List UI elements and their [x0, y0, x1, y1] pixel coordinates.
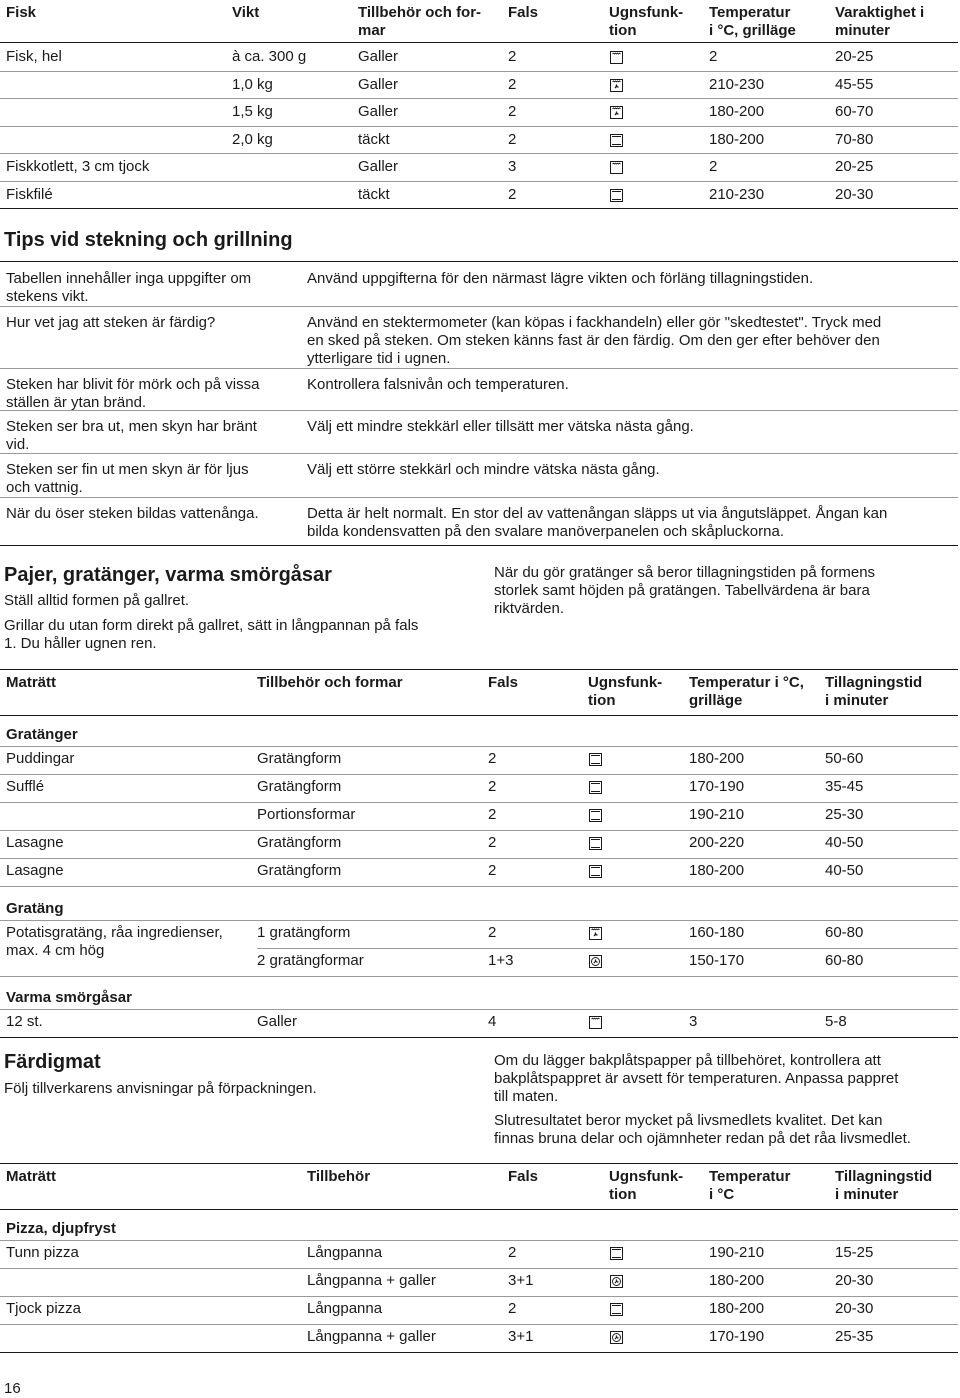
fish-fals: 2	[508, 75, 517, 93]
dish-name: Tunn pizza	[6, 1244, 79, 1261]
fish-name: Fiskkotlett, 3 cm tjock	[6, 158, 150, 175]
dish-accessory: Gratängform	[257, 862, 342, 879]
dish-fals: 3+1	[508, 1272, 534, 1289]
fish-name: Fiskfilé	[6, 185, 53, 203]
col-header-tillbehor: Tillbehör och for- mar	[358, 4, 482, 39]
tips-row	[0, 497, 958, 545]
pajer-text-2: Grillar du utan form direkt på gallret, sätt in långpannan på fals 1. Du håller ugnen ren.	[4, 617, 419, 652]
dish-temperature: 170-190	[689, 778, 745, 795]
tips-question: När du öser steken bildas vattenånga.	[6, 505, 259, 522]
dish-fals: 2	[488, 778, 497, 795]
top-bottom-heat-icon	[589, 865, 602, 878]
fish-accessory: Galler	[358, 103, 399, 120]
tips-row	[0, 453, 958, 498]
dish-name: Lasagne	[6, 862, 64, 879]
dish-fals: 4	[488, 1013, 497, 1030]
table-row	[0, 949, 958, 977]
gratin-table-header	[0, 670, 958, 716]
dish-name: Puddingar	[6, 750, 75, 767]
fan-grill-icon	[589, 927, 602, 940]
top-bottom-heat-icon	[610, 134, 623, 147]
section-row	[0, 1210, 958, 1241]
fish-time: 70-80	[835, 130, 874, 148]
fish-temperature: 210-230	[709, 185, 765, 203]
dish-time: 40-50	[825, 834, 864, 851]
dish-temperature: 180-200	[689, 862, 745, 879]
table-row	[0, 43, 958, 72]
tips-title: Tips vid stekning och grillning	[4, 229, 293, 251]
table-row	[0, 831, 958, 859]
fardigmat-right-2: Slutresultatet beror mycket på livsmedlets kvalitet. Det kan finnas bruna delar och ojämnheter redan på det råa livsmedlet.	[494, 1112, 911, 1147]
tips-question: Steken ser bra ut, men skyn har bränt vid.	[6, 418, 257, 453]
fardigmat-title: Färdigmat	[4, 1051, 101, 1073]
tips-bottom-rule	[0, 545, 958, 546]
fish-fals: 2	[508, 103, 517, 120]
col-header-temperatur: Temperatur i °C	[709, 1168, 791, 1203]
tips-row	[0, 410, 958, 454]
dish-time: 40-50	[825, 862, 864, 879]
dish-temperature: 190-210	[689, 806, 745, 823]
dish-time: 5-8	[825, 1013, 847, 1030]
section-title: Gratänger	[6, 726, 78, 743]
dish-time: 35-45	[825, 778, 864, 795]
col-header-tillagningstid: Tillagningstid i minuter	[825, 674, 923, 709]
dish-accessory: Gratängform	[257, 834, 342, 851]
col-header-varaktighet: Varaktighet i minuter	[835, 4, 925, 39]
col-header-vikt: Vikt	[232, 4, 260, 21]
dish-fals: 2	[488, 862, 497, 879]
dish-temperature: 180-200	[689, 750, 745, 767]
col-header-fals: Fals	[508, 4, 539, 21]
tips-question: Steken ser fin ut men skyn är för ljus och vattnig.	[6, 461, 249, 496]
tips-question: Steken har blivit för mörk och på vissa ställen är ytan bränd.	[6, 376, 260, 411]
top-bottom-heat-icon	[589, 781, 602, 794]
top-bottom-heat-icon	[610, 1303, 623, 1316]
dish-accessory: Långpanna	[307, 1244, 383, 1261]
table-row	[0, 153, 958, 182]
dish-temperature: 160-180	[689, 924, 745, 941]
fish-table-header	[0, 2, 958, 43]
dish-name: Potatisgratäng, råa ingredienser, max. 4 cm hög	[6, 924, 223, 959]
table-row	[0, 747, 958, 775]
dish-time: 60-80	[825, 952, 864, 969]
fish-weight: 1,5 kg	[232, 103, 273, 120]
dish-fals: 2	[508, 1300, 517, 1317]
dish-name: Lasagne	[6, 834, 64, 851]
table-row	[0, 98, 958, 127]
dish-accessory: Långpanna	[307, 1300, 383, 1317]
dish-accessory: 2 gratängformar	[257, 952, 364, 969]
fardigmat-right-1: Om du lägger bakplåtspapper på tillbehöret, kontrollera att bakplåtspappret är avsett för temperaturen. Anpassa pappret till maten.	[494, 1052, 899, 1105]
hot-air-icon	[610, 1275, 623, 1288]
dish-accessory: 1 gratängform	[257, 924, 351, 941]
grill-icon	[589, 1016, 602, 1029]
dish-fals: 1+3	[488, 952, 514, 969]
tips-answer: Använd uppgifterna för den närmast lägre vikten och förläng tillagningstiden.	[307, 270, 814, 287]
page-number: 16	[4, 1380, 21, 1397]
fish-time: 20-25	[835, 48, 874, 65]
top-bottom-heat-icon	[610, 1247, 623, 1260]
dish-time: 25-30	[825, 806, 864, 823]
tips-row	[0, 368, 958, 411]
dish-time: 25-35	[835, 1328, 874, 1345]
hot-air-icon	[589, 955, 602, 968]
fish-fals: 2	[508, 48, 517, 65]
col-header-tillagningstid: Tillagningstid i minuter	[835, 1168, 933, 1203]
dish-temperature: 190-210	[709, 1244, 765, 1261]
table-row	[0, 1325, 958, 1353]
pajer-text-right: När du gör gratänger så beror tillagningstiden på formens storlek samt höjden på gratängen. Tabellvärdena är bara riktvärden.	[494, 564, 876, 617]
fish-temperature: 180-200	[709, 103, 765, 120]
tips-question: Hur vet jag att steken är färdig?	[6, 314, 216, 331]
fardigmat-text: Följ tillverkarens anvisningar på förpackningen.	[4, 1080, 317, 1097]
dish-accessory: Långpanna + galler	[307, 1272, 436, 1289]
dish-accessory: Galler	[257, 1013, 298, 1030]
table-row	[0, 1010, 958, 1038]
dish-name: 12 st.	[6, 1013, 43, 1030]
table-row	[0, 1241, 958, 1269]
table-row	[0, 126, 958, 155]
dish-fals: 2	[488, 924, 497, 941]
fish-fals: 2	[508, 130, 517, 148]
tips-answer: Kontrollera falsnivån och temperaturen.	[307, 376, 569, 393]
grill-icon	[610, 51, 623, 64]
tips-row	[0, 262, 958, 307]
dish-temperature: 3	[689, 1013, 698, 1030]
table-row	[0, 775, 958, 803]
tips-answer: Välj ett mindre stekkärl eller tillsätt mer vätska nästa gång.	[307, 418, 694, 435]
table-row	[0, 859, 958, 887]
fish-temperature: 2	[709, 48, 718, 65]
table-row	[0, 1297, 958, 1325]
fish-time: 20-30	[835, 185, 874, 203]
top-bottom-heat-icon	[589, 837, 602, 850]
dish-accessory: Portionsformar	[257, 806, 356, 823]
dish-temperature: 180-200	[709, 1272, 765, 1289]
dish-accessory: Gratängform	[257, 778, 342, 795]
dish-temperature: 180-200	[709, 1300, 765, 1317]
col-header-ugnsfunktion: Ugnsfunk- tion	[588, 674, 663, 709]
table-row	[0, 1269, 958, 1297]
section-title: Gratäng	[6, 900, 64, 917]
fish-weight: 2,0 kg	[232, 130, 273, 148]
section-title: Varma smörgåsar	[6, 989, 132, 1006]
col-header-matratt: Maträtt	[6, 674, 57, 691]
fish-name: Fisk, hel	[6, 48, 62, 65]
col-header-ugnsfunktion: Ugnsfunk- tion	[609, 4, 684, 39]
col-header-tillbehor: Tillbehör	[307, 1168, 371, 1185]
fish-weight: à ca. 300 g	[232, 48, 307, 65]
pizza-table-header	[0, 1164, 958, 1210]
fish-accessory: täckt	[358, 130, 390, 148]
fish-time: 60-70	[835, 103, 874, 120]
tips-answer: Välj ett större stekkärl och mindre vätska nästa gång.	[307, 461, 660, 478]
dish-time: 15-25	[835, 1244, 874, 1261]
dish-fals: 3+1	[508, 1328, 534, 1345]
section-row	[0, 890, 958, 921]
tips-question: Tabellen innehåller inga uppgifter om stekens vikt.	[6, 270, 252, 305]
dish-fals: 2	[488, 806, 497, 823]
col-header-matratt: Maträtt	[6, 1168, 57, 1185]
top-bottom-heat-icon	[589, 809, 602, 822]
table-row	[0, 921, 958, 959]
col-header-temperatur: Temperatur i °C, grilläge	[709, 4, 796, 39]
fan-grill-icon	[610, 106, 623, 119]
tips-answer: Använd en stektermometer (kan köpas i fackhandeln) eller gör "skedtestet". Tryck med en sked på steken. Om steken känns fast är den färdig. Om den ger efter behöver den ytterligare tid i ugnen.	[307, 314, 882, 367]
top-bottom-heat-icon	[589, 753, 602, 766]
dish-fals: 2	[488, 750, 497, 767]
dish-temperature: 200-220	[689, 834, 745, 851]
fish-temperature: 180-200	[709, 130, 765, 148]
dish-time: 20-30	[835, 1300, 874, 1317]
tips-row	[0, 306, 958, 369]
fish-weight: 1,0 kg	[232, 75, 273, 93]
hot-air-icon	[610, 1331, 623, 1344]
section-row	[0, 716, 958, 747]
fish-accessory: Galler	[358, 75, 399, 93]
dish-temperature: 170-190	[709, 1328, 765, 1345]
dish-name: Sufflé	[6, 778, 45, 795]
col-header-ugnsfunktion: Ugnsfunk- tion	[609, 1168, 684, 1203]
fish-accessory: Galler	[358, 158, 399, 175]
col-header-fisk: Fisk	[6, 4, 37, 21]
fish-time: 45-55	[835, 75, 874, 93]
dish-accessory: Gratängform	[257, 750, 342, 767]
col-header-temperatur: Temperatur i °C, grilläge	[689, 674, 804, 709]
table-row	[0, 181, 958, 210]
dish-fals: 2	[488, 834, 497, 851]
grill-icon	[610, 161, 623, 174]
dish-time: 50-60	[825, 750, 864, 767]
table-row	[0, 803, 958, 831]
top-bottom-heat-icon	[610, 189, 623, 202]
fish-fals: 3	[508, 158, 517, 175]
col-header-fals: Fals	[508, 1168, 539, 1185]
fish-temperature: 210-230	[709, 75, 765, 93]
col-header-tillbehor-formar: Tillbehör och formar	[257, 674, 403, 691]
fish-fals: 2	[508, 185, 517, 203]
fish-accessory: Galler	[358, 48, 399, 65]
dish-time: 20-30	[835, 1272, 874, 1289]
section-row	[0, 979, 958, 1010]
fish-accessory: täckt	[358, 185, 390, 203]
fan-grill-icon	[610, 79, 623, 92]
fish-time: 20-25	[835, 158, 874, 175]
pajer-text-1: Ställ alltid formen på gallret.	[4, 592, 190, 609]
dish-accessory: Långpanna + galler	[307, 1328, 436, 1345]
tips-answer: Detta är helt normalt. En stor del av vattenångan släpps ut via ångutsläppet. Ångan kan bilda kondensvatten på den svalare manöverpanelen och skåpluckorna.	[307, 505, 888, 540]
section-title: Pizza, djupfryst	[6, 1220, 117, 1237]
table-row	[0, 71, 958, 100]
dish-name: Tjock pizza	[6, 1300, 82, 1317]
dish-temperature: 150-170	[689, 952, 745, 969]
dish-fals: 2	[508, 1244, 517, 1261]
col-header-fals: Fals	[488, 674, 519, 691]
dish-time: 60-80	[825, 924, 864, 941]
fish-temperature: 2	[709, 158, 718, 175]
pajer-title: Pajer, gratänger, varma smörgåsar	[4, 564, 332, 586]
